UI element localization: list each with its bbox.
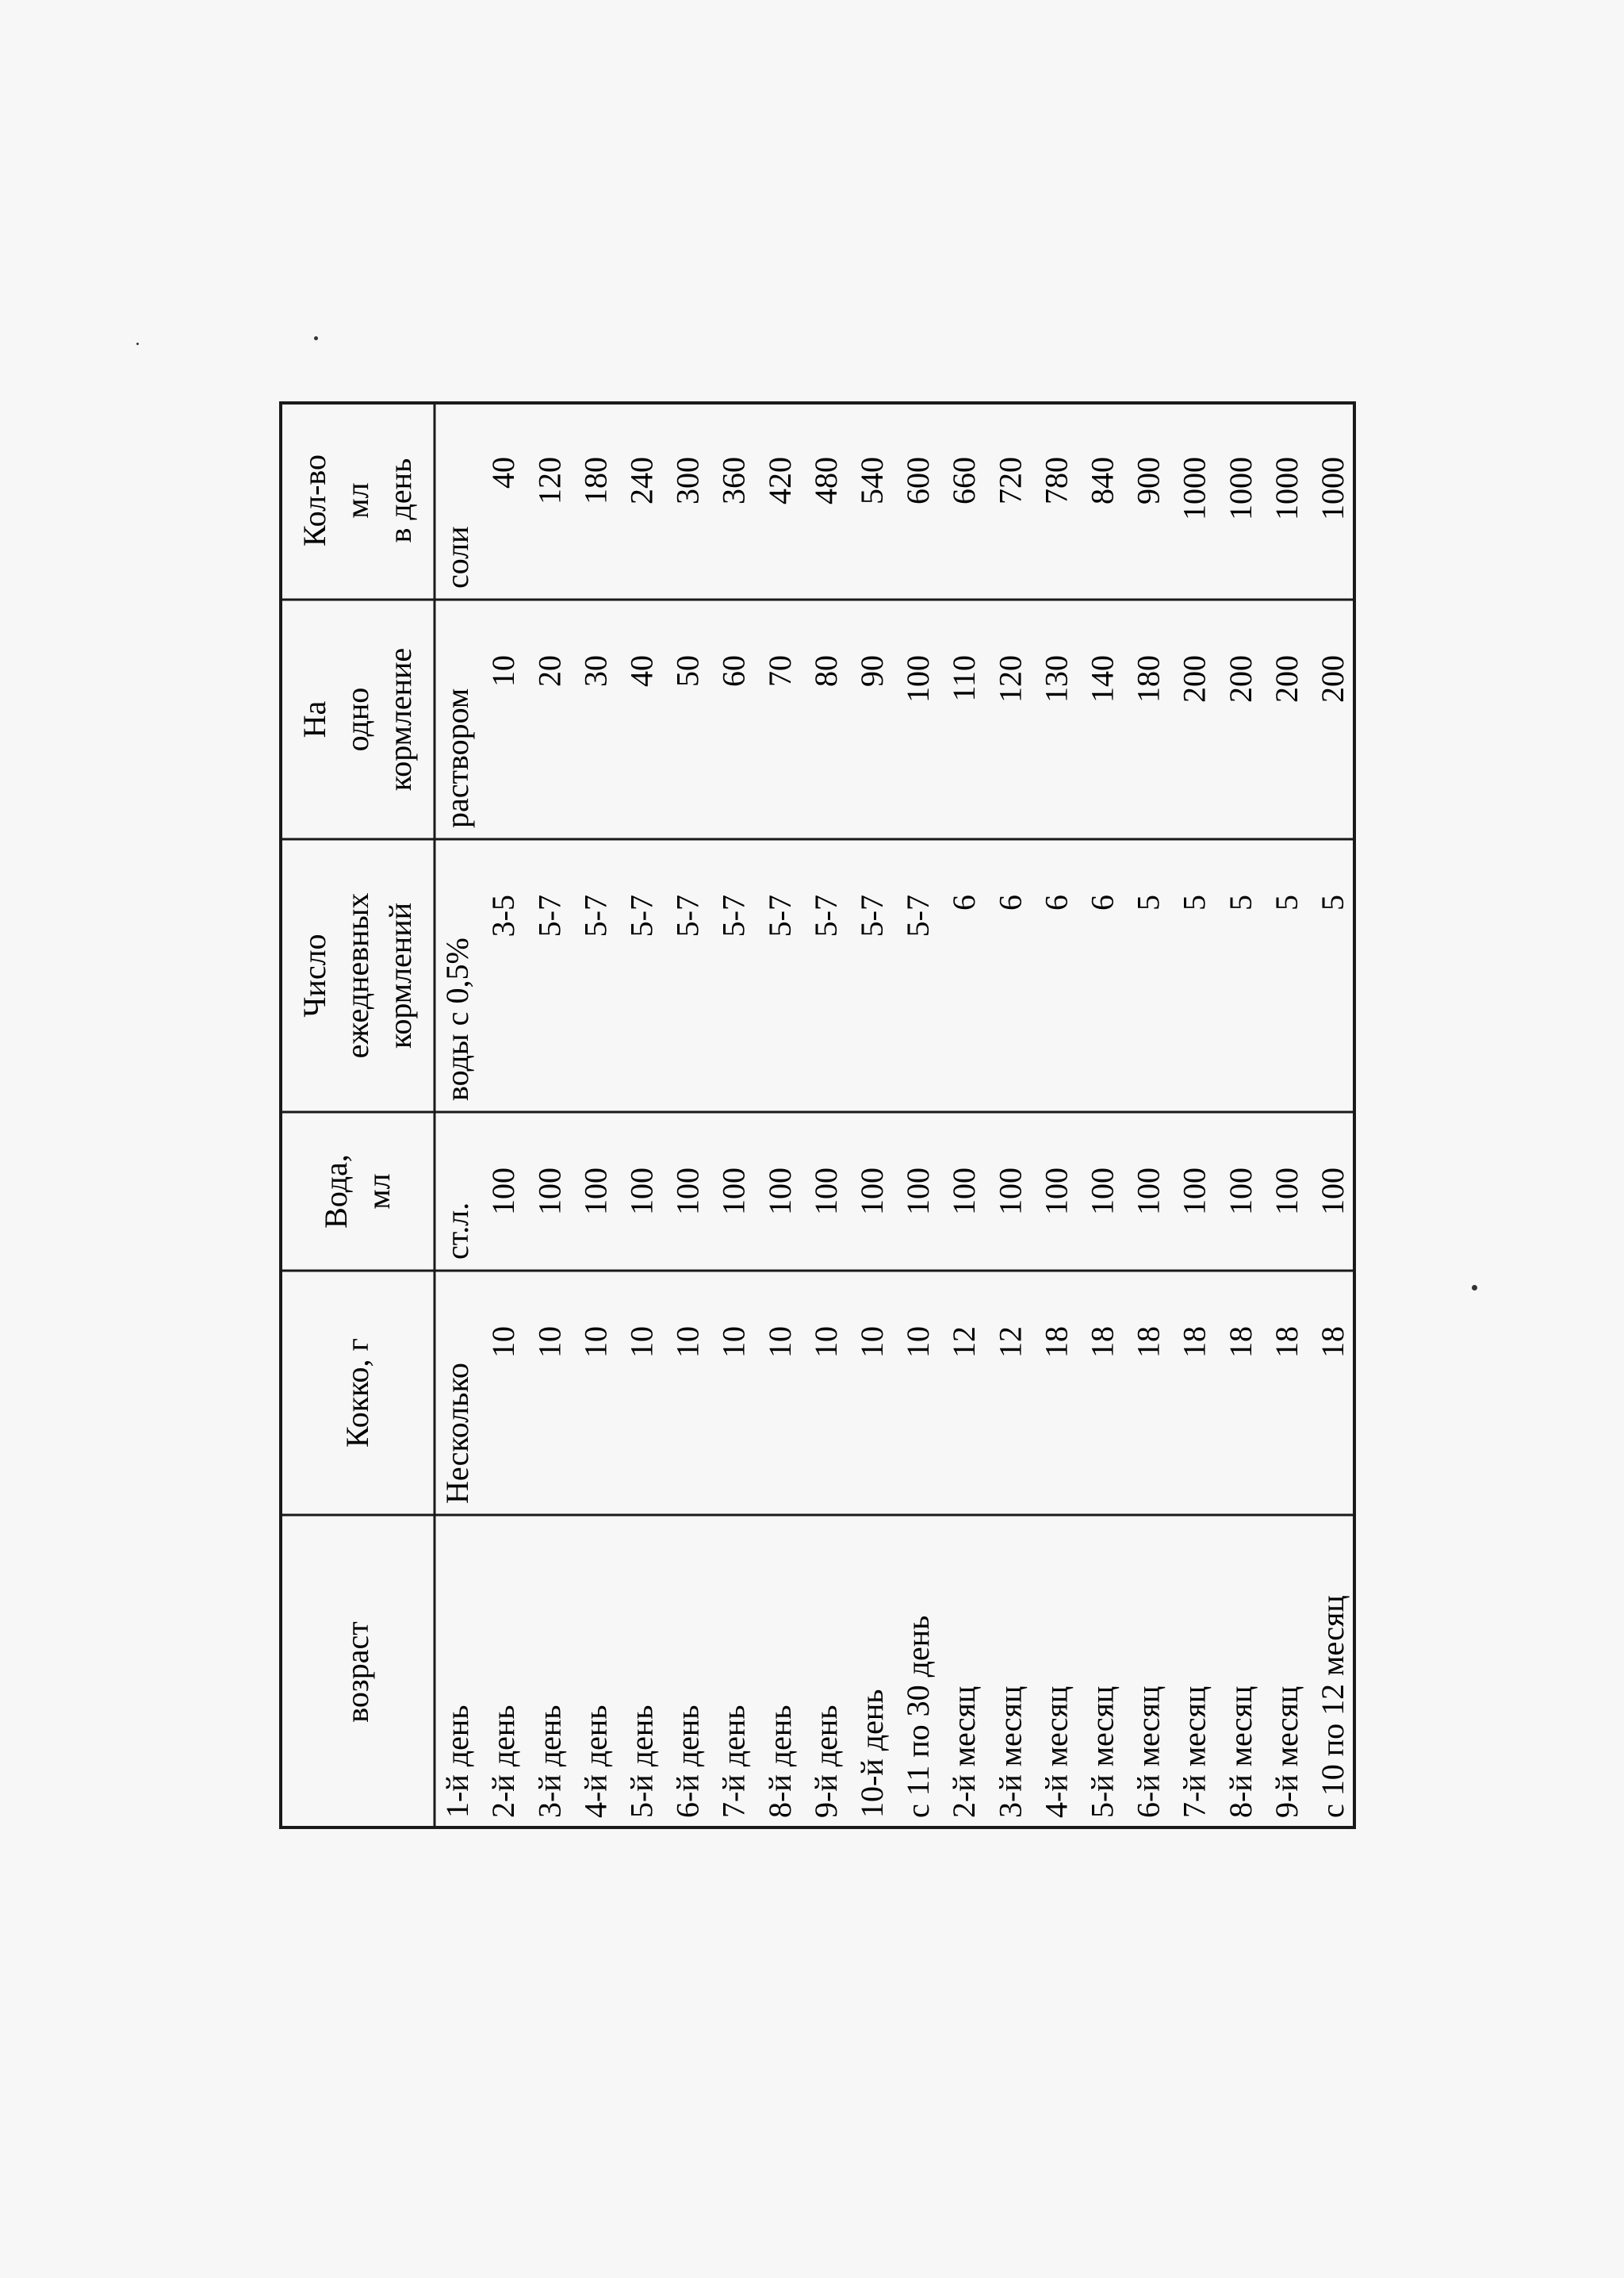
cell-age: с 10 по 12 месяц <box>1314 1595 1350 1818</box>
cell-feedings: 5 <box>1222 895 1258 911</box>
column-header-feedings: ежедневных <box>339 892 375 1059</box>
cell-water: 100 <box>1130 1168 1166 1215</box>
cell-per_feeding: 110 <box>946 655 982 702</box>
cell-per_day: 1000 <box>1176 457 1212 520</box>
cell-per_feeding: 130 <box>1038 655 1074 703</box>
cell-per_day: 1000 <box>1222 457 1258 520</box>
cell-per_day: 540 <box>853 457 890 504</box>
cell-age: с 11 по 30 день <box>900 1615 936 1818</box>
cell-per_day: 180 <box>577 457 614 504</box>
cell-age: 7-й день <box>715 1705 752 1818</box>
cell-feedings: 6 <box>1084 895 1120 911</box>
cell-water: 100 <box>485 1168 522 1215</box>
cell-water: 100 <box>715 1168 752 1215</box>
column-header-koko: Кокко, г <box>339 1338 375 1448</box>
cell-water: 100 <box>623 1168 660 1215</box>
cell-age: 2-й месяц <box>946 1685 982 1818</box>
column-header-water: мл <box>361 1173 396 1210</box>
cell-per_feeding: 60 <box>715 655 752 687</box>
table-cells <box>297 454 1350 1818</box>
cell-feedings: 5-7 <box>900 895 936 938</box>
cell-water: 100 <box>900 1168 936 1215</box>
cell-per_day: соли <box>439 526 476 589</box>
cell-koko: 10 <box>531 1326 568 1358</box>
column-header-per_feeding: кормление <box>382 647 418 792</box>
cell-age: 4-й день <box>577 1705 614 1818</box>
cell-feedings: 5-7 <box>531 895 568 938</box>
scan-speck <box>314 336 318 340</box>
cell-feedings: 5 <box>1176 895 1212 911</box>
cell-per_feeding: 200 <box>1176 655 1212 703</box>
cell-feedings: 5-7 <box>577 895 614 938</box>
cell-per_day: 300 <box>669 457 706 504</box>
cell-per_day: 780 <box>1038 457 1074 504</box>
cell-feedings: 5-7 <box>623 895 660 938</box>
cell-feedings: 6 <box>946 895 982 911</box>
cell-per_feeding: 30 <box>577 655 614 687</box>
cell-age: 5-й день <box>623 1705 660 1818</box>
cell-age: 5-й месяц <box>1084 1685 1120 1818</box>
cell-water: 100 <box>577 1168 614 1215</box>
cell-feedings: 3-5 <box>485 895 522 938</box>
cell-per_feeding: 200 <box>1268 655 1304 703</box>
cell-age: 3-й день <box>531 1705 568 1818</box>
cell-feedings: 5-7 <box>807 895 844 938</box>
cell-feedings: 5-7 <box>853 895 890 938</box>
cell-koko: 10 <box>807 1326 844 1358</box>
cell-per_day: 40 <box>485 457 522 489</box>
cell-feedings: 6 <box>1038 895 1074 911</box>
cell-per_feeding: 10 <box>485 655 522 687</box>
cell-koko: 18 <box>1038 1326 1074 1358</box>
table-graphic <box>279 401 1356 1829</box>
cell-koko: 12 <box>992 1326 1028 1358</box>
cell-age: 7-й месяц <box>1176 1685 1212 1818</box>
cell-per_feeding: 50 <box>669 655 706 687</box>
column-header-water: Вода, <box>318 1154 354 1229</box>
cell-koko: 10 <box>485 1326 522 1358</box>
cell-per_feeding: раствором <box>439 688 476 828</box>
column-header-per_day: в день <box>382 458 418 543</box>
cell-age: 6-й месяц <box>1130 1685 1166 1818</box>
cell-per_day: 840 <box>1084 457 1120 504</box>
cell-feedings: 6 <box>992 895 1028 911</box>
column-header-per_day: Кол-во <box>297 454 332 547</box>
cell-koko: 10 <box>853 1326 890 1358</box>
cell-koko: 18 <box>1130 1326 1166 1358</box>
cell-per_day: 1000 <box>1314 457 1350 520</box>
cell-per_feeding: 80 <box>807 655 844 687</box>
cell-water: 100 <box>1038 1168 1074 1215</box>
cell-per_feeding: 70 <box>761 655 798 687</box>
cell-water: 100 <box>946 1168 982 1215</box>
cell-water: 100 <box>531 1168 568 1215</box>
cell-age: 8-й месяц <box>1222 1685 1258 1818</box>
column-header-feedings: Число <box>297 934 332 1018</box>
cell-feedings: воды с 0,5% <box>439 938 476 1101</box>
cell-per_feeding: 180 <box>1130 655 1166 703</box>
cell-water: 100 <box>853 1168 890 1215</box>
table-frame <box>281 403 1354 1827</box>
scan-speck <box>136 343 139 345</box>
cell-per_feeding: 140 <box>1084 655 1120 703</box>
cell-age: 10-й день <box>853 1689 890 1818</box>
rotated-table <box>279 401 1356 1829</box>
cell-per_day: 240 <box>623 457 660 504</box>
table-grid <box>279 401 1356 1829</box>
cell-age: 8-й день <box>761 1705 798 1818</box>
cell-feedings: 5-7 <box>715 895 752 938</box>
cell-per_feeding: 20 <box>531 655 568 687</box>
cell-per_feeding: 40 <box>623 655 660 687</box>
cell-per_feeding: 100 <box>900 655 936 703</box>
cell-water: 100 <box>1176 1168 1212 1215</box>
cell-age: 1-й день <box>439 1705 476 1818</box>
cell-feedings: 5 <box>1130 895 1166 911</box>
cell-per_day: 660 <box>946 457 982 504</box>
cell-koko: 18 <box>1176 1326 1212 1358</box>
cell-per_day: 480 <box>807 457 844 504</box>
cell-age: 6-й день <box>669 1705 706 1818</box>
scan-speck <box>1472 1285 1477 1290</box>
cell-per_day: 420 <box>761 457 798 504</box>
cell-per_day: 120 <box>531 457 568 504</box>
cell-koko: Несколько <box>439 1363 476 1504</box>
cell-per_day: 360 <box>715 457 752 504</box>
cell-per_feeding: 120 <box>992 655 1028 703</box>
cell-per_day: 600 <box>900 457 936 504</box>
cell-feedings: 5-7 <box>761 895 798 938</box>
cell-koko: 18 <box>1222 1326 1258 1358</box>
cell-feedings: 5 <box>1268 895 1304 911</box>
cell-water: 100 <box>761 1168 798 1215</box>
cell-feedings: 5 <box>1314 895 1350 911</box>
cell-water: 100 <box>1314 1168 1350 1215</box>
cell-per_day: 720 <box>992 457 1028 504</box>
cell-koko: 10 <box>715 1326 752 1358</box>
cell-koko: 18 <box>1268 1326 1304 1358</box>
cell-per_feeding: 200 <box>1314 655 1350 703</box>
cell-water: 100 <box>1084 1168 1120 1215</box>
column-header-age: возраст <box>339 1621 375 1723</box>
cell-water: 100 <box>992 1168 1028 1215</box>
column-header-per_feeding: На <box>297 700 332 738</box>
cell-koko: 10 <box>577 1326 614 1358</box>
cell-age: 9-й месяц <box>1268 1685 1304 1818</box>
cell-koko: 10 <box>900 1326 936 1358</box>
cell-per_day: 1000 <box>1268 457 1304 520</box>
cell-per_feeding: 90 <box>853 655 890 687</box>
cell-age: 3-й месяц <box>992 1685 1028 1818</box>
cell-per_day: 900 <box>1130 457 1166 504</box>
cell-koko: 10 <box>623 1326 660 1358</box>
cell-age: 9-й день <box>807 1705 844 1818</box>
cell-koko: 18 <box>1314 1326 1350 1358</box>
cell-water: 100 <box>1268 1168 1304 1215</box>
column-header-per_day: мл <box>339 482 375 519</box>
cell-age: 4-й месяц <box>1038 1685 1074 1818</box>
cell-water: 100 <box>807 1168 844 1215</box>
column-header-per_feeding: одно <box>339 687 375 752</box>
cell-koko: 12 <box>946 1326 982 1358</box>
cell-koko: 10 <box>761 1326 798 1358</box>
cell-water: 100 <box>1222 1168 1258 1215</box>
column-header-feedings: кормлений <box>382 902 418 1049</box>
cell-age: 2-й день <box>485 1705 522 1818</box>
cell-koko: 10 <box>669 1326 706 1358</box>
cell-per_feeding: 200 <box>1222 655 1258 703</box>
cell-feedings: 5-7 <box>669 895 706 938</box>
cell-water: ст.л. <box>439 1202 476 1260</box>
cell-water: 100 <box>669 1168 706 1215</box>
cell-koko: 18 <box>1084 1326 1120 1358</box>
